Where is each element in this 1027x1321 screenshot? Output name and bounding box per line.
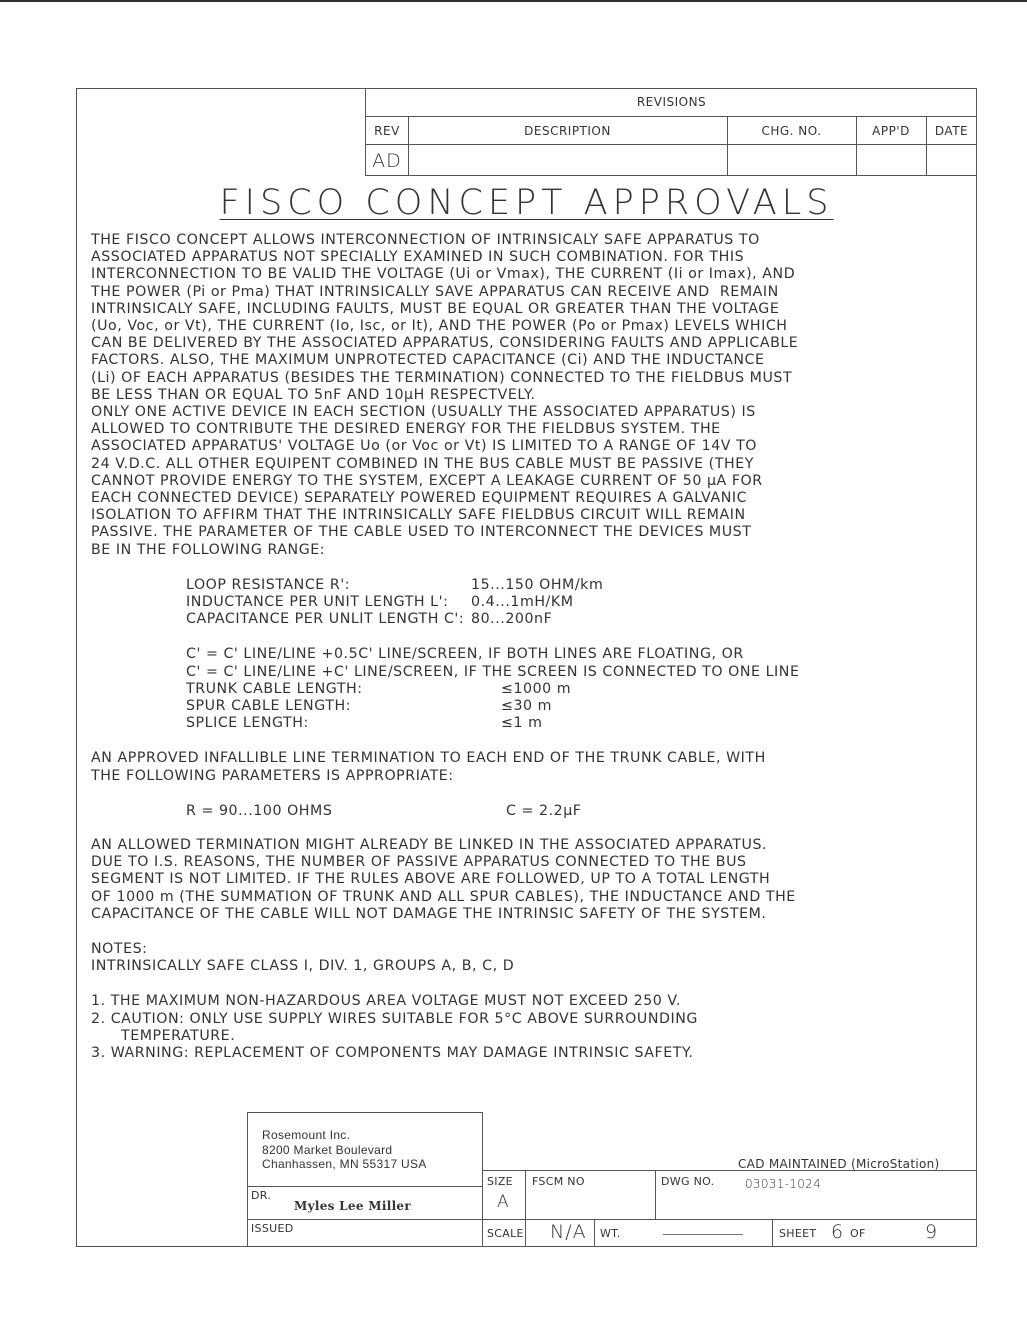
- scale-label: SCALE: [487, 1227, 524, 1240]
- sheet-number: 6: [831, 1221, 844, 1243]
- appd-column-header: APP'D: [872, 123, 910, 138]
- size-label: SIZE: [487, 1175, 513, 1188]
- note-2: 2. CAUTION: ONLY USE SUPPLY WIRES SUITABLE FOR 5°C ABOVE SURROUNDING: [91, 1010, 698, 1027]
- length-row: [91, 715, 969, 732]
- termination-capacitance: C = 2.2µF: [506, 802, 582, 819]
- note-3: 3. WARNING: REPLACEMENT OF COMPONENTS MAY DAMAGE INTRINSIC SAFETY.: [91, 1044, 694, 1061]
- param-value: 0.4...1mH/KM: [471, 594, 574, 611]
- weight-blank-line: [663, 1234, 743, 1235]
- length-row: [91, 698, 969, 715]
- of-label: OF: [850, 1227, 866, 1240]
- page-title: FISCO CONCEPT APPROVALS: [219, 183, 834, 223]
- allowed-termination-paragraph: AN ALLOWED TERMINATION MIGHT ALREADY BE LINKED IN THE ASSOCIATED APPARATUS. DUE TO I.S. REASONS, THE NUMBER OF PASSIVE APPARATUS CONNECTED TO THE BUS SEGMENT IS NOT LIMITED. IF THE RULES ABOVE ARE FOLLOWED, UP TO A TOTAL LENGTH OF 1000 m (THE SUMMATION OF TRUNK AND ALL SPUR CABLES), THE INDUCTANCE AND THE CAPACITANCE OF THE CABLE WILL NOT DAMAGE THE INTRINSIC SAFETY OF THE SYSTEM.: [91, 836, 796, 922]
- company-name: Rosemount Inc.: [262, 1128, 351, 1142]
- drawing-number: 03031-1024: [745, 1177, 822, 1191]
- description-column-header: DESCRIPTION: [524, 123, 611, 138]
- termination-paragraph: AN APPROVED INFALLIBLE LINE TERMINATION TO EACH END OF THE TRUNK CABLE, WITH THE FOLLOWING PARAMETERS IS APPROPRIATE:: [91, 750, 766, 784]
- length-value: ≤1 m: [501, 715, 543, 732]
- address-line-2: Chanhassen, MN 55317 USA: [262, 1157, 427, 1171]
- cprime-line-2: C' = C' LINE/LINE +C' LINE/SCREEN, IF THE SCREEN IS CONNECTED TO ONE LINE: [186, 663, 800, 680]
- param-label: CAPACITANCE PER UNLIT LENGTH C':: [186, 611, 465, 628]
- weight-label: WT.: [600, 1227, 621, 1240]
- param-value: 80...200nF: [471, 611, 553, 628]
- rev-column-header: REV: [374, 123, 400, 138]
- param-label: INDUCTANCE PER UNIT LENGTH L':: [186, 594, 449, 611]
- scale-value: N/A: [550, 1221, 587, 1243]
- length-label: SPLICE LENGTH:: [186, 715, 309, 732]
- param-label: LOOP RESISTANCE R':: [186, 576, 351, 593]
- address-line-1: 8200 Market Boulevard: [262, 1142, 393, 1157]
- length-row: [91, 681, 969, 698]
- notes-class: INTRINSICALLY SAFE CLASS I, DIV. 1, GROUPS A, B, C, D: [91, 958, 515, 975]
- length-label: SPUR CABLE LENGTH:: [186, 698, 352, 715]
- company-address: [262, 1128, 427, 1172]
- note-2-continued: TEMPERATURE.: [121, 1027, 236, 1044]
- notes-header: NOTES:: [91, 940, 148, 957]
- dwg-no-label: DWG NO.: [661, 1175, 715, 1188]
- cad-maintained-note: CAD MAINTAINED (MicroStation): [738, 1157, 940, 1171]
- fisco-intro-paragraph: THE FISCO CONCEPT ALLOWS INTERCONNECTION OF INTRINSICALY SAFE APPARATUS TO ASSOCIATED APPARATUS NOT SPECIALLY EXAMINED IN SUCH COMBINATION. FOR THIS INTERCONNECTION TO BE VALID THE VOLTAGE (Ui or Vmax), THE CURRENT (Ii or Imax), AND THE POWER (Pi or Pma) THAT INTRINSICALLY SAVE APPARATUS CAN RECEIVE AND REMAIN INTRINSICALY SAFE, INCLUDING FAULTS, MUST BE EQUAL OR GREATER THAN THE VOLTAGE (Uo, Voc, or Vt), THE CURRENT (Io, Isc, or It), AND THE POWER (Po or Pmax) LEVELS WHICH CAN BE DELIVERED BY THE ASSOCIATED APPARATUS, CONSIDERING FAULTS AND APPLICABLE FACTORS. ALSO, THE MAXIMUM UNPROTECTED CAPACITANCE (Ci) AND THE INDUCTANCE (Li) OF EACH APPARATUS (BESIDES THE TERMINATION) CONNECTED TO THE FIELDBUS MUST BE LESS THAN OR EQUAL TO 5nF AND 10µH RESPECTVELY. ONLY ONE ACTIVE DEVICE IN EACH SECTION (USUALLY THE ASSOCIATED APPARATUS) IS ALLOWED TO CONTRIBUTE THE DESIRED ENERGY FOR THE FIELDBUS SYSTEM. THE ASSOCIATED APPARATUS' VOLTAGE Uo (or Voc or Vt) IS LIMITED TO A RANGE OF 14V TO 24 V.D.C. ALL OTHER EQUIPENT COMBINED IN THE BUS CABLE MUST BE PASSIVE (THEY CANNOT PROVIDE ENERGY TO THE SYSTEM, EXCEPT A LEAKAGE CURRENT OF 50 µA FOR EACH CONNECTED DEVICE) SEPARATELY POWERED EQUIPMENT REQUIRES A GALVANIC ISOLATION TO AFFIRM THAT THE INTRINSICALLY SAFE FIELDBUS CIRCUIT WILL REMAIN PASSIVE. THE PARAMETER OF THE CABLE USED TO INTERCONNECT THE DEVICES MUST BE IN THE FOLLOWING RANGE:: [91, 232, 799, 558]
- param-value: 15...150 OHM/km: [471, 576, 604, 593]
- length-value: ≤1000 m: [501, 680, 572, 697]
- termination-resistance: R = 90...100 OHMS: [186, 802, 333, 819]
- date-column-header: DATE: [934, 123, 969, 138]
- top-rule: [0, 0, 1027, 2]
- size-value: A: [497, 1192, 509, 1212]
- issued-label: ISSUED: [251, 1222, 294, 1235]
- termination-values: [91, 803, 969, 819]
- drawn-by-signature: Myles Lee Miller: [294, 1199, 411, 1213]
- sheet-label: SHEET: [779, 1227, 817, 1240]
- cprime-line-1: C' = C' LINE/LINE +0.5C' LINE/SCREEN, IF BOTH LINES ARE FLOATING, OR: [186, 646, 744, 663]
- title-block: [247, 1112, 977, 1247]
- note-1: 1. THE MAXIMUM NON-HAZARDOUS AREA VOLTAGE MUST NOT EXCEED 250 V.: [91, 993, 681, 1010]
- sheet-total: 9: [925, 1221, 938, 1243]
- cable-param-row: [91, 577, 969, 594]
- fscm-label: FSCM NO: [532, 1175, 585, 1188]
- cable-param-row: [91, 611, 969, 628]
- length-value: ≤30 m: [501, 698, 553, 715]
- revisions-header: REVISIONS: [636, 95, 707, 109]
- drawn-by-label: DR.: [251, 1189, 272, 1202]
- cable-param-row: [91, 594, 969, 611]
- length-label: TRUNK CABLE LENGTH:: [186, 680, 363, 697]
- revisions-table: [365, 88, 977, 176]
- document-body: [91, 232, 969, 1062]
- chg-no-column-header: CHG. NO.: [761, 123, 822, 138]
- rev-value: AD: [372, 149, 402, 172]
